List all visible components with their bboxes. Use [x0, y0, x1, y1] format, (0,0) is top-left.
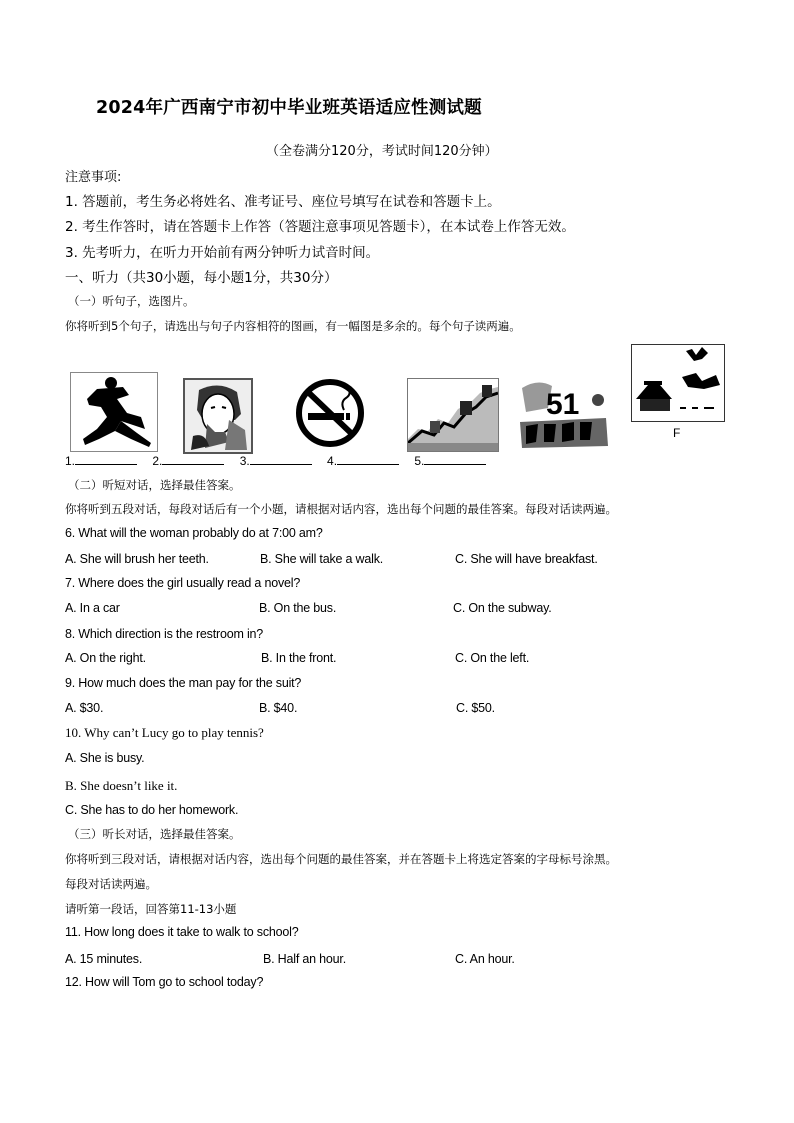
picture-f-label: F: [673, 426, 681, 440]
question-6: 6. What will the woman probably do at 7:00 am?: [65, 526, 323, 540]
option-10a: A. She is busy.: [65, 751, 145, 765]
option-7a: A. In a car: [65, 601, 120, 615]
question-8: 8. Which direction is the restroom in?: [65, 627, 264, 641]
option-10c: C. She has to do her homework.: [65, 803, 239, 817]
page-subtitle: （全卷满分120分，考试时间120分钟）: [266, 144, 498, 159]
question-9: 9. How much does the man pay for the suit?: [65, 676, 302, 690]
part1-heading: （一）听句子，选图片。: [68, 294, 195, 308]
blank-label: 3.: [239, 454, 250, 468]
blank-label: 5.: [414, 454, 425, 468]
svg-text:51: 51: [546, 388, 580, 421]
picture-a: [70, 372, 158, 452]
answer-blanks: [65, 453, 498, 468]
question-12: 12. How will Tom go to school today?: [65, 975, 264, 989]
option-6c: C. She will have breakfast.: [455, 552, 598, 566]
answer-blank-5[interactable]: [424, 453, 486, 465]
tiananmen-icon: [632, 345, 724, 421]
notice-item: 3. 先考听力，在听力开始前有两分钟听力试音时间。: [65, 245, 380, 261]
no-smoking-icon: [294, 376, 366, 450]
answer-blank-4[interactable]: [337, 453, 399, 465]
answer-blank-3[interactable]: [250, 453, 312, 465]
option-6a: A. She will brush her teeth.: [65, 552, 209, 566]
notice-heading: 注意事项:: [65, 170, 122, 185]
option-7c: C. On the subway.: [453, 601, 552, 615]
option-9a: A. $30.: [65, 701, 104, 715]
picture-b: [183, 378, 253, 454]
option-6b: B. She will take a walk.: [260, 552, 384, 566]
part3-instruction: 你将听到三段对话，请根据对话内容，选出每个问题的最佳答案，并在答题卡上将选定答案的字母标号涂黑。: [65, 852, 617, 866]
notice-item: 1. 答题前，考生务必将姓名、准考证号、座位号填写在试卷和答题卡上。: [65, 194, 501, 210]
option-11c: C. An hour.: [455, 952, 515, 966]
option-8a: A. On the right.: [65, 651, 146, 665]
picture-f: [631, 344, 725, 422]
option-9c: C. $50.: [456, 701, 495, 715]
part1-instruction: 你将听到5个句子，请选出与句子内容相符的图画，有一幅图是多余的。每个句子读两遍。: [65, 319, 521, 333]
section-heading: 一、听力（共30小题，每小题1分，共30分）: [65, 270, 338, 286]
option-8c: C. On the left.: [455, 651, 530, 665]
notice-item: 2. 考生作答时，请在答题卡上作答（答题注意事项见答题卡），在本试卷上作答无效。: [65, 219, 575, 235]
blank-label: 2.: [152, 454, 163, 468]
part3-heading: （三）听长对话，选择最佳答案。: [68, 827, 241, 841]
blank-label: 4.: [327, 454, 338, 468]
option-7b: B. On the bus.: [259, 601, 337, 615]
option-9b: B. $40.: [259, 701, 298, 715]
picture-c: [294, 376, 366, 450]
part3-instruction-cont: 每段对话读两遍。: [65, 877, 157, 891]
skater-icon: [71, 373, 157, 451]
picture-e: [518, 378, 610, 450]
option-10b: B. She doesn’t like it.: [65, 778, 178, 793]
great-wall-icon: [408, 379, 498, 451]
question-11: 11. How long does it take to walk to school?: [65, 925, 299, 939]
option-11a: A. 15 minutes.: [65, 952, 143, 966]
page-title: 2024年广西南宁市初中毕业班英语适应性测试题: [96, 98, 482, 118]
option-8b: B. In the front.: [261, 651, 337, 665]
question-7: 7. Where does the girl usually read a novel?: [65, 576, 301, 590]
option-11b: B. Half an hour.: [263, 952, 346, 966]
answer-blank-1[interactable]: [75, 453, 137, 465]
may-day-icon: [518, 378, 610, 450]
answer-blank-2[interactable]: [162, 453, 224, 465]
blank-label: 1.: [65, 454, 76, 468]
part2-instruction: 你将听到五段对话，每段对话后有一个小题，请根据对话内容，选出每个问题的最佳答案。每段对话读两遍。: [65, 502, 617, 516]
group-label: 请听第一段话，回答第11-13小题: [65, 902, 237, 916]
coughing-man-icon: [185, 380, 251, 452]
picture-d: [407, 378, 499, 452]
question-10: 10. Why can’t Lucy go to play tennis?: [65, 725, 264, 740]
part2-heading: （二）听短对话，选择最佳答案。: [68, 478, 241, 492]
